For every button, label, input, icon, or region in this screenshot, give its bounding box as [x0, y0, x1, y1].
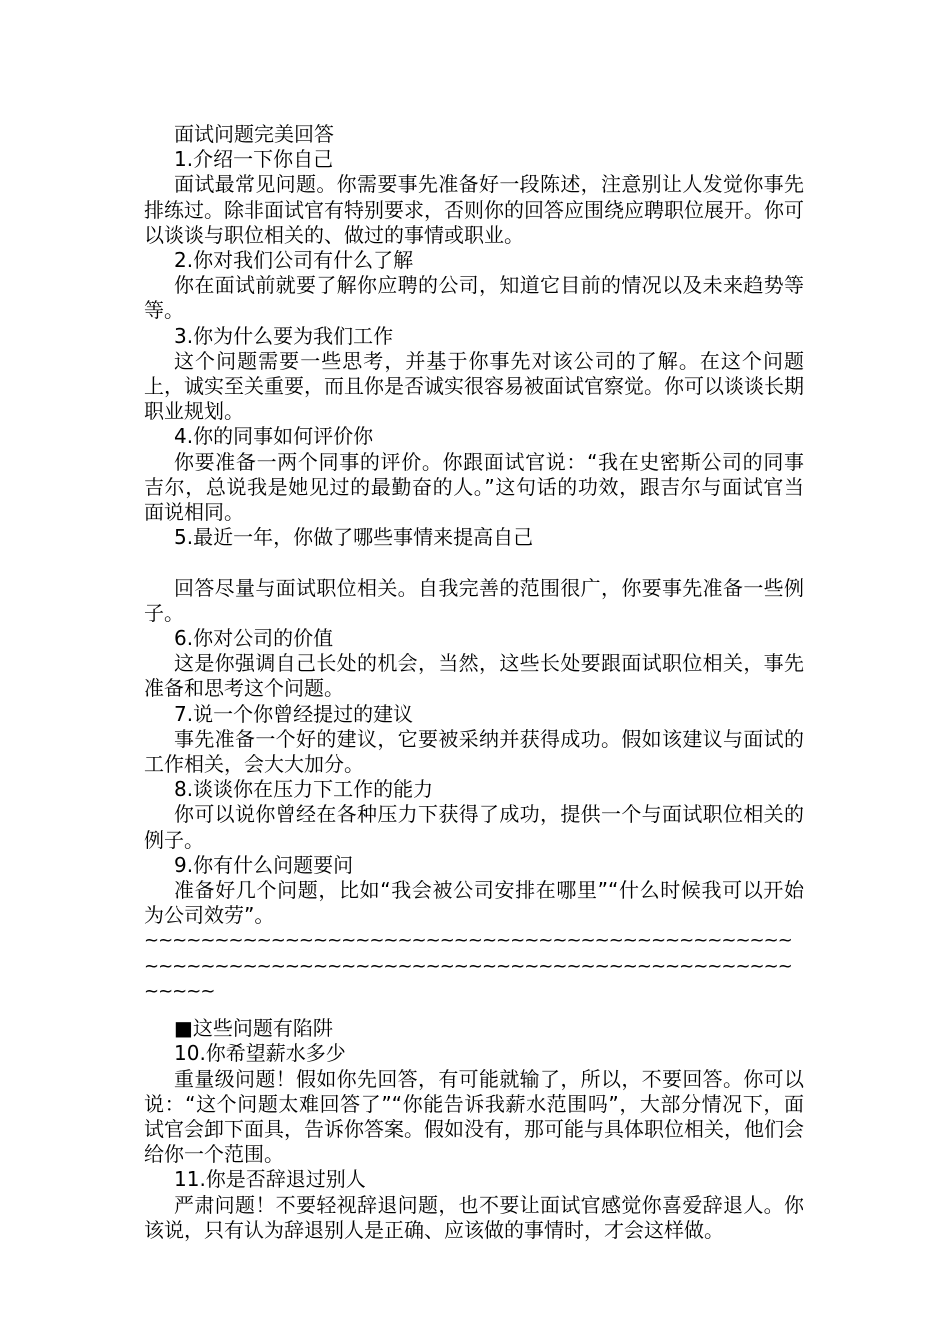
answer-4: 你要准备一两个同事的评价。你跟面试官说：“我在史密斯公司的同事吉尔，总说我是她见过的最勤奋的人。”这句话的功效，跟吉尔与面试官当面说相同。	[144, 449, 804, 525]
question-11: 11.你是否辞退过别人	[174, 1167, 366, 1192]
question-8: 8.谈谈你在压力下工作的能力	[174, 777, 434, 802]
question-10: 10.你希望薪水多少	[174, 1041, 346, 1066]
question-1: 1.介绍一下你自己	[174, 147, 334, 172]
answer-6: 这是你强调自己长处的机会，当然，这些长处要跟面试职位相关，事先准备和思考这个问题。	[144, 651, 804, 701]
answer-9: 准备好几个问题，比如“我会被公司安排在哪里”“什么时候我可以开始为公司效劳”。	[144, 878, 804, 928]
answer-11: 严肃问题！不要轻视辞退问题，也不要让面试官感觉你喜爱辞退人。你该说，只有认为辞退别人是正确、应该做的事情时，才会这样做。	[144, 1192, 804, 1242]
question-9: 9.你有什么问题要问	[174, 852, 354, 877]
answer-2: 你在面试前就要了解你应聘的公司，知道它目前的情况以及未来趋势等等。	[144, 273, 804, 323]
answer-8: 你可以说你曾经在各种压力下获得了成功，提供一个与面试职位相关的例子。	[144, 802, 804, 852]
answer-7: 事先准备一个好的建议，它要被采纳并获得成功。假如该建议与面试的工作相关，会大大加分。	[144, 726, 804, 777]
answer-3: 这个问题需要一些思考，并基于你事先对该公司的了解。在这个问题上，诚实至关重要，而且你是否诚实很容易被面试官察觉。你可以谈谈长期职业规划。	[144, 348, 804, 424]
separator-line: ~~~~~~~~~~~~~~~~~~~~~~~~~~~~~~~~~~~~~~~~~~~~~~~~~~~~~~~~~~~~~~~~~~~~~~~~~~~~~~~~~~~~~~~~~~~~~~~~~	[144, 930, 792, 1002]
spacer	[144, 1004, 804, 1016]
document-title: 面试问题完美回答	[174, 122, 334, 146]
trap-heading: ■这些问题有陷阱	[174, 1016, 333, 1041]
document-body	[144, 122, 804, 1243]
question-4: 4.你的同事如何评价你	[174, 424, 374, 449]
question-6: 6.你对公司的价值	[174, 626, 334, 651]
answer-10: 重量级问题！假如你先回答，有可能就输了，所以，不要回答。你可以说：“这个问题太难回答了”“你能告诉我薪水范围吗”，大部分情况下，面试官会卸下面具，告诉你答案。假如没有，那可能与具体职位相关，他们会给你一个范围。	[144, 1066, 804, 1167]
blank-line	[144, 550, 804, 575]
answer-5: 回答尽量与面试职位相关。自我完善的范围很广，你要事先准备一些例子。	[144, 575, 804, 625]
question-7: 7.说一个你曾经提过的建议	[174, 701, 414, 726]
question-5: 5.最近一年，你做了哪些事情来提高自己	[174, 525, 534, 550]
question-3: 3.你为什么要为我们工作	[174, 323, 394, 348]
question-2: 2.你对我们公司有什么了解	[174, 248, 414, 273]
answer-1: 面试最常见问题。你需要事先准备好一段陈述，注意别让人发觉你事先排练过。除非面试官有特别要求，否则你的回答应围绕应聘职位展开。你可以谈谈与职位相关的、做过的事情或职业。	[144, 172, 804, 247]
